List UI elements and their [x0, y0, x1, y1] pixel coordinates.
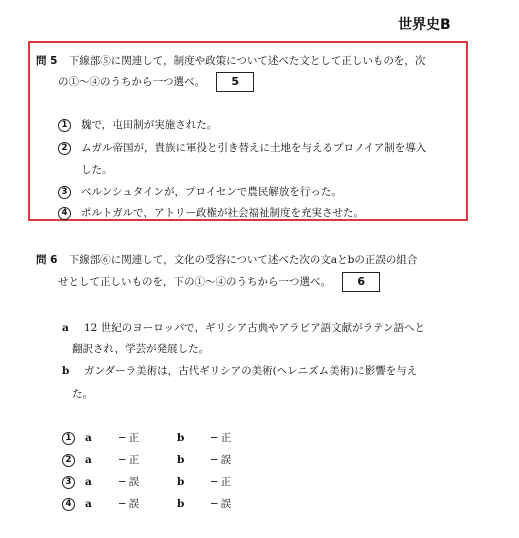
q5-line2 — [58, 72, 254, 92]
q6-label: 問 6 — [36, 254, 58, 266]
statement-a-line1: 12 世紀のヨーロッパで，ギリシア古典やアラビア語文献がラテン語へと — [84, 322, 426, 334]
q5-option-2-cont: した。 — [81, 164, 113, 176]
circled-number-1: 1 — [62, 432, 75, 445]
statement-a-line2: 翻訳され，学芸が発展した。 — [72, 343, 210, 355]
circled-number-1: 1 — [58, 119, 71, 132]
choice-b-value: ─ 誤 — [211, 454, 232, 466]
q6-line2 — [58, 272, 380, 292]
circled-number-3: 3 — [58, 186, 71, 199]
choice-a-label: a — [85, 476, 92, 488]
choice-a-label: a — [85, 498, 92, 510]
choice-b-label: b — [177, 454, 185, 466]
q5-option-1[interactable] — [58, 117, 217, 132]
choice-a-label: a — [85, 454, 92, 466]
circled-number-2: 2 — [62, 454, 75, 467]
choice-a-value: ─ 誤 — [119, 476, 140, 488]
circled-number-2: 2 — [58, 142, 71, 155]
statement-a-letter: a — [62, 322, 69, 334]
q5-option-2[interactable] — [58, 140, 426, 155]
choice-b-label: b — [177, 498, 185, 510]
subject-title: 世界史B — [398, 17, 451, 33]
q6-choice-4[interactable] — [62, 496, 231, 511]
choice-a-label: a — [85, 432, 92, 444]
choice-b-value: ─ 正 — [211, 432, 232, 444]
q5-option-3[interactable] — [58, 184, 342, 199]
q6-text-line1: 下線部⑥に関連して，文化の受容について述べた次の文aとbの正誤の組合 — [68, 254, 418, 266]
statement-b-letter: b — [62, 365, 70, 377]
q5-option-4[interactable] — [58, 205, 364, 220]
q6-choice-3[interactable] — [62, 474, 231, 489]
choice-a-value: ─ 正 — [119, 432, 140, 444]
choice-a-value: ─ 誤 — [119, 498, 140, 510]
q6-statement-a — [62, 320, 425, 335]
q6-text-line2: せとして正しいものを，下の①～④のうちから一つ選べ。 — [58, 276, 331, 288]
q6-answer-box[interactable]: 6 — [342, 272, 380, 292]
q5-label: 問 5 — [36, 55, 58, 67]
q6-choice-2[interactable] — [62, 452, 231, 467]
q5-line1 — [36, 53, 425, 68]
q5-text-line1: 下線部⑤に関連して，制度や政策について述べた文として正しいものを，次 — [68, 55, 426, 67]
choice-b-label: b — [177, 432, 185, 444]
statement-b-line1: ガンダーラ美術は，古代ギリシアの美術(ヘレニズム美術)に影響を与え — [84, 365, 418, 377]
q5-option-3-text: ベルンシュタインが，プロイセンで農民解放を行った。 — [81, 186, 342, 198]
q5-option-4-text: ポルトガルで，アトリー政権が社会福祉制度を充実させた。 — [81, 207, 364, 219]
choice-b-label: b — [177, 476, 185, 488]
choice-a-value: ─ 正 — [119, 454, 140, 466]
statement-b-line2: た。 — [72, 388, 93, 400]
q5-option-2-text: ムガル帝国が，貴族に軍役と引き替えに土地を与えるプロノイア制を導入 — [81, 142, 427, 154]
circled-number-3: 3 — [62, 476, 75, 489]
q5-answer-box[interactable]: 5 — [216, 72, 254, 92]
q6-choice-1[interactable] — [62, 430, 231, 445]
q6-line1 — [36, 252, 417, 267]
q5-option-1-text: 魏で，屯田制が実施された。 — [81, 119, 218, 131]
choice-b-value: ─ 正 — [211, 476, 232, 488]
choice-b-value: ─ 誤 — [211, 498, 232, 510]
q6-statement-b — [62, 363, 417, 378]
q5-text-line2: の①～④のうちから一つ選べ。 — [58, 76, 205, 88]
circled-number-4: 4 — [62, 498, 75, 511]
circled-number-4: 4 — [58, 207, 71, 220]
